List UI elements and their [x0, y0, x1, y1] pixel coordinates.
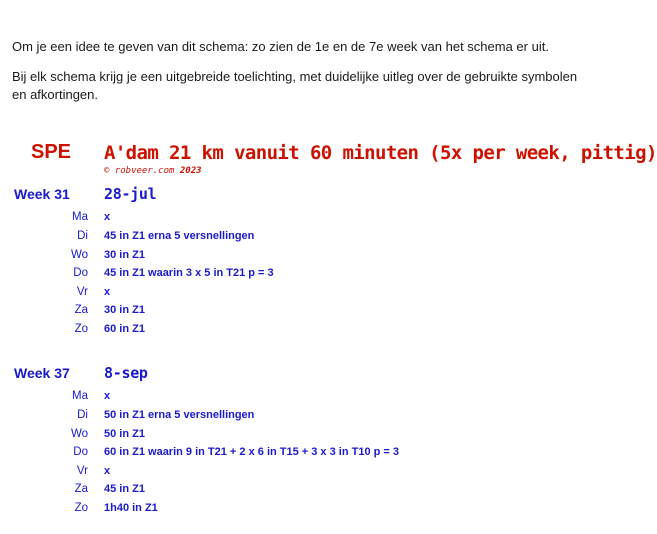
day-row [0, 246, 600, 264]
day-row [0, 499, 600, 517]
day-row [0, 208, 600, 226]
day-workout: 30 in Z1 [104, 249, 145, 261]
day-workout: 50 in Z1 [104, 428, 145, 440]
day-name: Za [74, 304, 88, 316]
copyright-year: 2023 [179, 166, 202, 176]
day-name: Wo [70, 428, 88, 440]
week-label: Week 37 [14, 365, 70, 381]
day-workout: x [104, 211, 111, 223]
day-row [0, 406, 600, 424]
day-row [0, 227, 600, 245]
copyright-notice [104, 166, 202, 176]
day-row [0, 320, 600, 338]
day-name: Di [77, 230, 88, 242]
day-row [0, 443, 600, 461]
copyright-text: © robveer.com [104, 166, 175, 176]
schema-title: A'dam 21 km vanuit 60 minuten (5x per week, pittig) [104, 142, 657, 164]
week-date: 8-sep [104, 364, 148, 382]
day-name: Wo [70, 249, 88, 261]
schema-code: SPE [31, 141, 72, 163]
day-name: Ma [72, 390, 88, 402]
intro-paragraph-1: Om je een idee te geven van dit schema: zo zien de 1e en de 7e week van het schema er uit. [12, 39, 549, 54]
week-label: Week 31 [14, 186, 70, 202]
day-workout: 1h40 in Z1 [104, 502, 158, 514]
day-workout: x [104, 390, 111, 402]
day-name: Vr [76, 286, 88, 298]
day-name: Do [73, 446, 88, 458]
day-row [0, 283, 600, 301]
day-name: Zo [74, 502, 88, 514]
day-row [0, 264, 600, 282]
day-name: Ma [72, 211, 88, 223]
day-workout: 30 in Z1 [104, 304, 145, 316]
day-name: Do [73, 267, 88, 279]
day-row [0, 425, 600, 443]
day-row [0, 480, 600, 498]
week-date: 28-jul [104, 185, 157, 203]
day-row [0, 462, 600, 480]
day-name: Vr [76, 465, 88, 477]
day-workout: 45 in Z1 erna 5 versnellingen [104, 230, 255, 242]
day-workout: 50 in Z1 erna 5 versnellingen [104, 409, 255, 421]
day-name: Di [77, 409, 88, 421]
day-workout: x [104, 286, 111, 298]
intro-paragraph-2: Bij elk schema krijg je een uitgebreide toelichting, met duidelijke uitleg over de gebruikte symbolen en afkortingen. [12, 69, 578, 102]
day-workout: 60 in Z1 waarin 9 in T21 + 2 x 6 in T15 + 3 x 3 in T10 p = 3 [104, 446, 399, 458]
day-name: Zo [74, 323, 88, 335]
day-workout: 45 in Z1 [104, 483, 145, 495]
day-name: Za [74, 483, 88, 495]
day-row [0, 387, 600, 405]
day-workout: 45 in Z1 waarin 3 x 5 in T21 p = 3 [104, 267, 274, 279]
day-workout: x [104, 465, 111, 477]
day-row [0, 301, 600, 319]
day-workout: 60 in Z1 [104, 323, 145, 335]
